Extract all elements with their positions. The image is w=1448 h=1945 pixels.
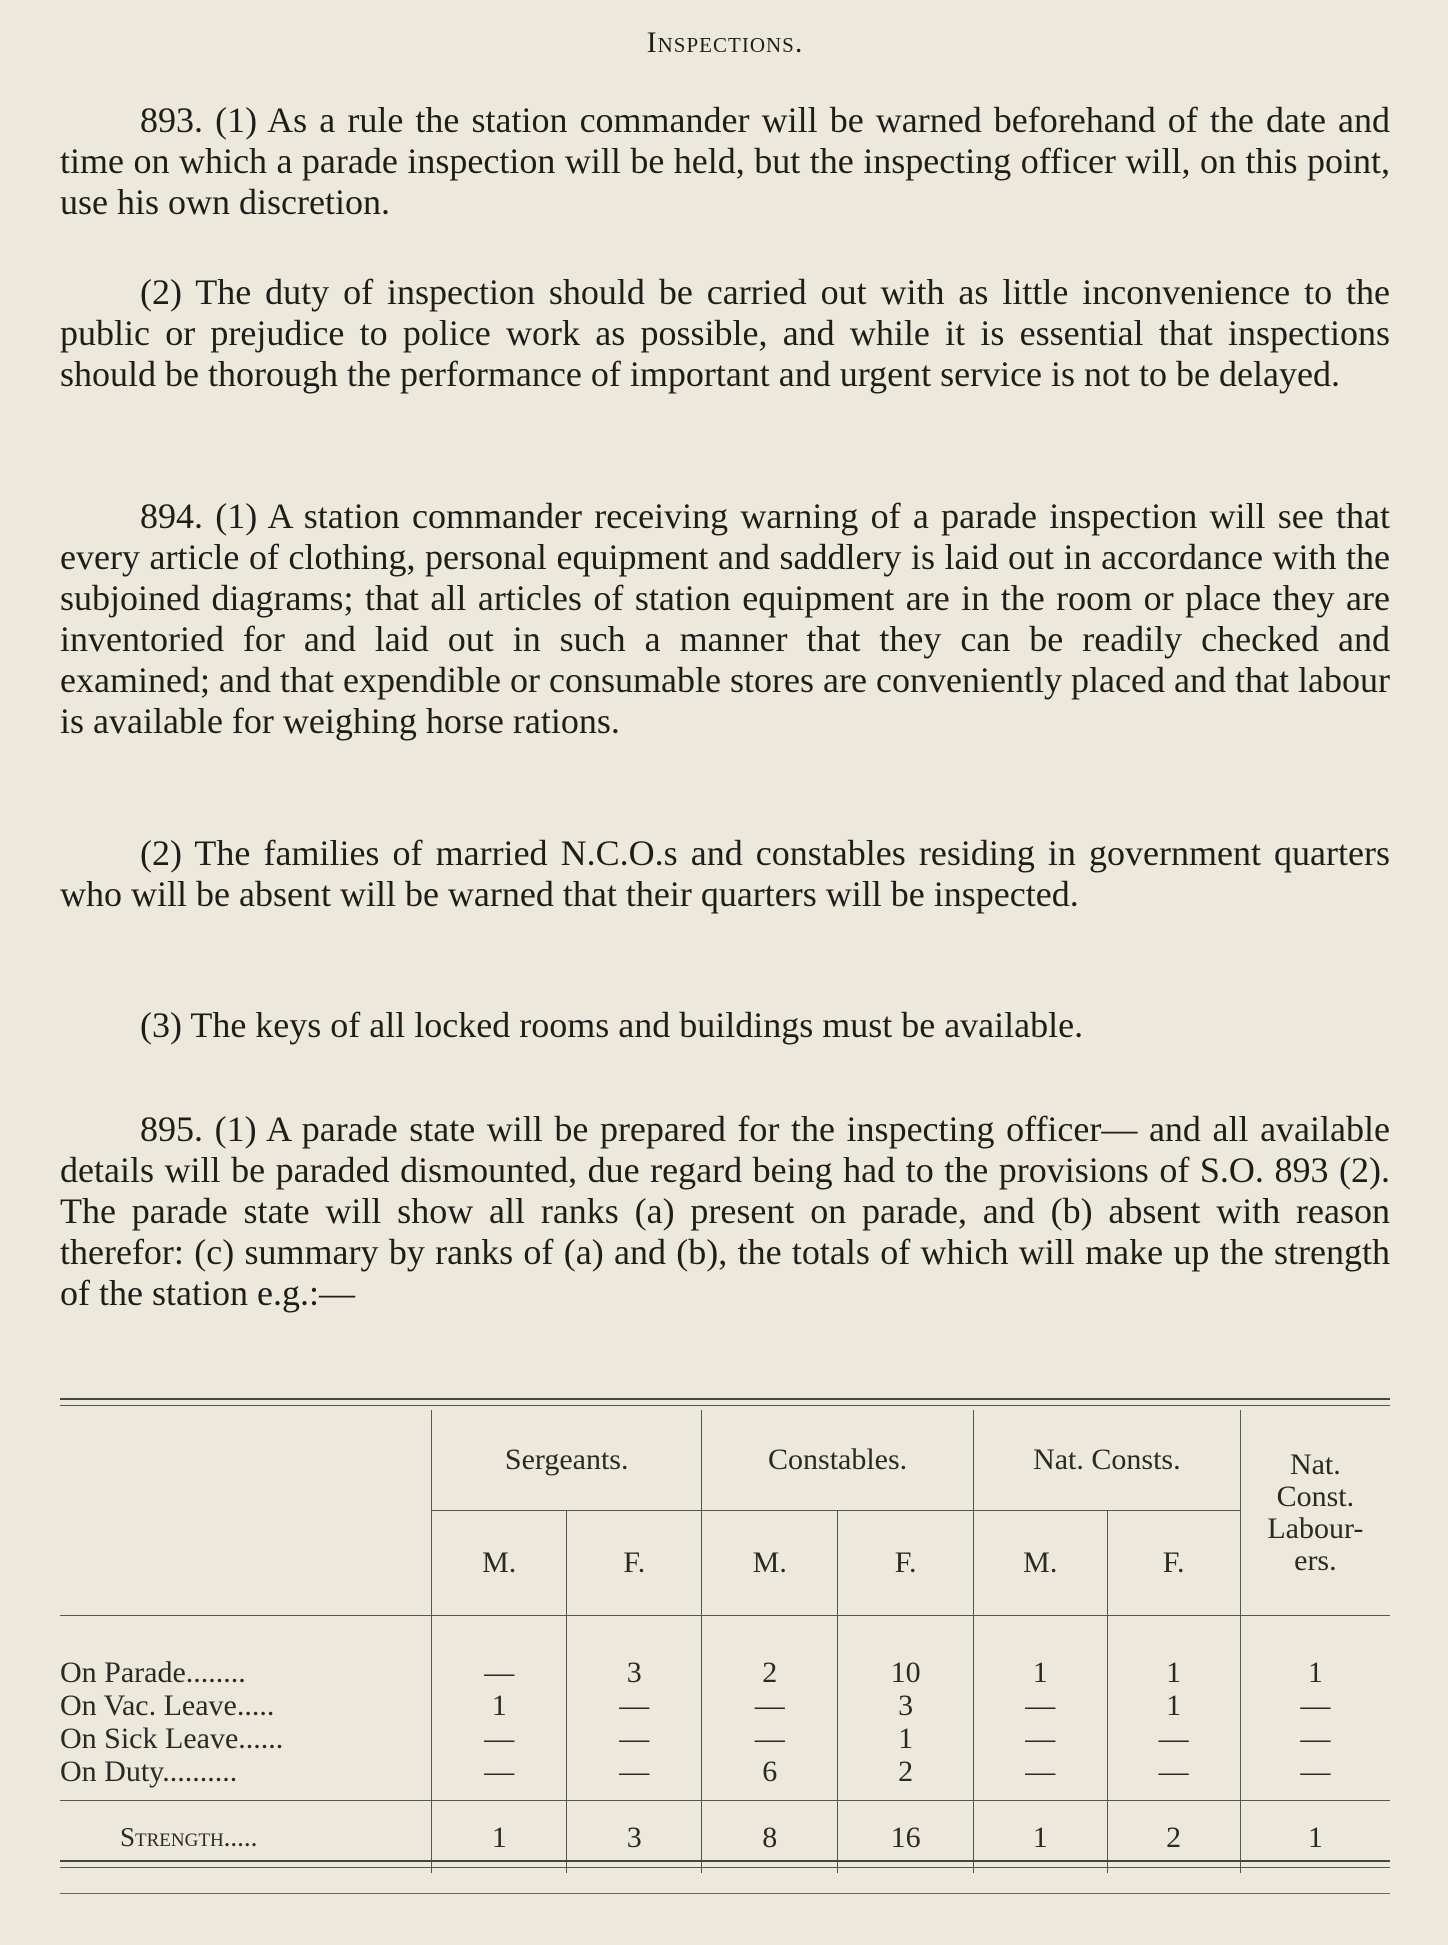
table-cell: 1 <box>973 1616 1107 1690</box>
table-cell: — <box>973 1722 1107 1755</box>
group-header-sergeants: Sergeants. <box>432 1410 702 1511</box>
paragraph-894-2: (2) The families of married N.C.O.s and constables residing in government quarters who will be absent will be warned that their quarters will be inspected. <box>60 833 1390 914</box>
row-label: On Sick Leave...... <box>60 1722 284 1755</box>
table-cell: 1 <box>838 1722 974 1755</box>
table-cell: 1 <box>1240 1616 1390 1690</box>
table-bottom-rule <box>60 1860 1390 1862</box>
sub-header-f: F. <box>1107 1511 1240 1616</box>
table-cell: 2 <box>702 1616 838 1690</box>
group-header-nat-const-labourers <box>1240 1410 1390 1616</box>
closing-rule <box>60 1893 1390 1894</box>
table-cell: 3 <box>838 1689 974 1722</box>
table-cell: 2 <box>838 1755 974 1801</box>
table-cell: — <box>432 1722 567 1755</box>
page-heading: Inspections. <box>646 26 804 59</box>
table-cell: — <box>973 1755 1107 1801</box>
strength-row <box>60 1801 1390 1874</box>
table-cell: — <box>1240 1689 1390 1722</box>
table-cell: 6 <box>702 1755 838 1801</box>
table-top-rule-inner <box>60 1405 1390 1406</box>
strength-cell: 1 <box>973 1801 1107 1874</box>
table-cell: — <box>1240 1722 1390 1755</box>
table-cell: 1 <box>1107 1689 1240 1722</box>
paragraph-894-3: (3) The keys of all locked rooms and buildings must be available. <box>140 1005 1084 1045</box>
row-label: On Duty.......... <box>60 1755 238 1788</box>
header-line: ers. <box>1294 1543 1337 1577</box>
table-cell: — <box>973 1689 1107 1722</box>
header-line: Nat. <box>1289 1447 1341 1481</box>
row-label: On Parade........ <box>60 1656 246 1689</box>
sub-header-f: F. <box>567 1511 702 1616</box>
group-header-constables: Constables. <box>702 1410 974 1511</box>
table-cell: 3 <box>567 1616 702 1690</box>
table-cell: — <box>567 1755 702 1801</box>
table-cell: — <box>1240 1755 1390 1801</box>
table-corner <box>60 1410 432 1616</box>
table-cell: 1 <box>432 1689 567 1722</box>
sub-header-m: M. <box>432 1511 567 1616</box>
strength-cell: 2 <box>1107 1801 1240 1874</box>
table-cell: — <box>567 1689 702 1722</box>
table-cell: — <box>432 1755 567 1801</box>
strength-cell: 1 <box>432 1801 567 1874</box>
header-line: Labour- <box>1267 1511 1364 1545</box>
table-cell: — <box>1107 1722 1240 1755</box>
strength-cell: 3 <box>567 1801 702 1874</box>
table-cell: — <box>702 1689 838 1722</box>
sub-header-m: M. <box>973 1511 1107 1616</box>
row-label: On Vac. Leave..... <box>60 1689 275 1722</box>
group-header-nat-consts: Nat. Consts. <box>973 1410 1240 1511</box>
table-cell: — <box>567 1722 702 1755</box>
strength-label: Strength..... <box>60 1801 432 1874</box>
table-cell: — <box>702 1722 838 1755</box>
sub-header-f: F. <box>838 1511 974 1616</box>
paragraph-893-1: 893. (1) As a rule the station commander will be warned beforehand of the date and time on which a parade inspection will be held, but the inspecting officer will, on this point, use his own discretion. <box>60 100 1390 222</box>
table-cell: 1 <box>1107 1616 1240 1690</box>
strength-cell: 1 <box>1240 1801 1390 1874</box>
strength-cell: 8 <box>702 1801 838 1874</box>
strength-cell: 16 <box>838 1801 974 1874</box>
table-cell: — <box>1107 1755 1240 1801</box>
paragraph-894-1: 894. (1) A station commander receiving warning of a parade inspection will see that every article of clothing, personal equipment and saddlery is laid out in accordance with the subjoined diagrams; that all articles of station equipment are in the room or place they are inventoried for and laid out in such a manner that they can be readily checked and examined; and that expendible or consumable stores are conveniently placed and that labour is available for weighing horse rations. <box>60 496 1390 741</box>
table-top-rule <box>60 1398 1390 1400</box>
header-line: Const. <box>1276 1479 1355 1513</box>
sub-header-m: M. <box>702 1511 838 1616</box>
table-cell: 10 <box>838 1616 974 1690</box>
table-bottom-rule-inner <box>60 1867 1390 1868</box>
parade-state-table <box>60 1410 1390 1873</box>
table-cell: — <box>432 1616 567 1690</box>
paragraph-895-1: 895. (1) A parade state will be prepared for the inspecting officer— and all available details will be paraded dismounted, due regard being had to the provisions of S.O. 893 (2). The parade state will show all ranks (a) present on parade, and (b) absent with reason therefor: (c) summary by ranks of (a) and (b), the totals of which will make up the strength of the station e.g.:— <box>60 1109 1390 1313</box>
paragraph-893-2: (2) The duty of inspection should be carried out with as little inconvenience to the public or prejudice to police work as possible, and while it is essential that inspections should be thorough the performance of important and urgent service is not to be delayed. <box>60 272 1390 394</box>
